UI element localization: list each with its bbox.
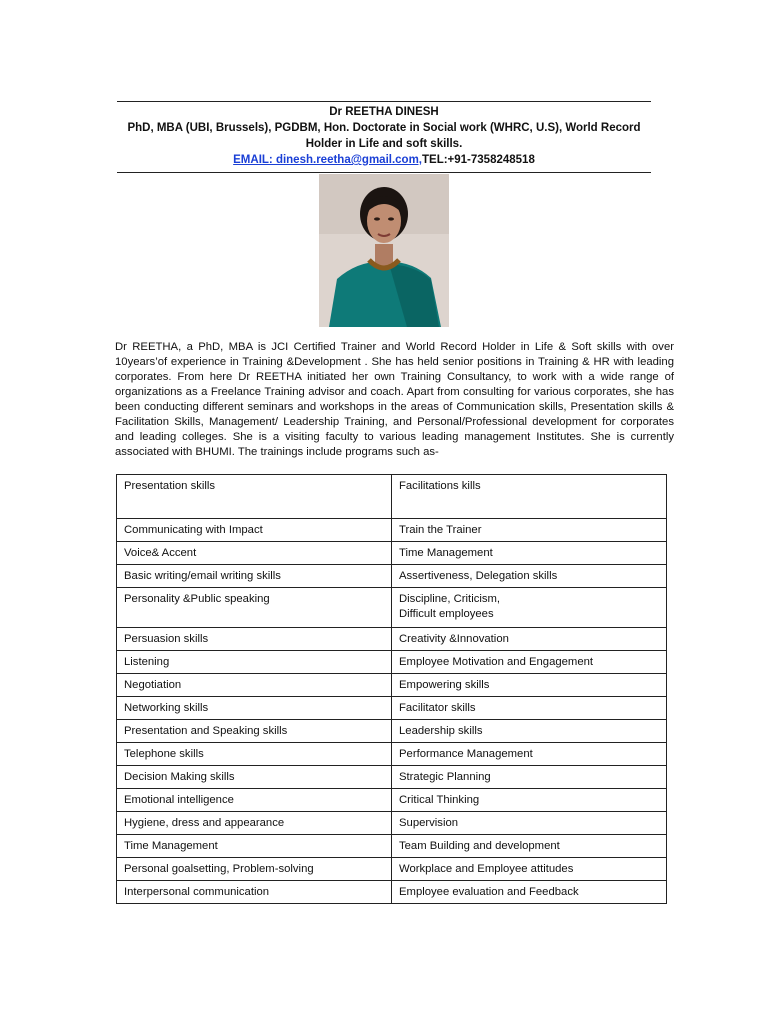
table-cell: Employee Motivation and Engagement [392,651,667,674]
table-cell: Personality &Public speaking [117,588,392,628]
table-cell: Networking skills [117,697,392,720]
table-cell: Telephone skills [117,743,392,766]
table-cell: Creativity &Innovation [392,628,667,651]
profile-photo [319,174,449,327]
table-row [117,720,667,743]
candidate-name: Dr REETHA DINESH [329,106,439,118]
table-cell: Strategic Planning [392,766,667,789]
table-cell: Facilitations kills [392,475,667,519]
table-row [117,835,667,858]
table-cell: Critical Thinking [392,789,667,812]
table-cell: Persuasion skills [117,628,392,651]
phone-number: TEL:+91-7358248518 [422,154,535,166]
table-row [117,519,667,542]
table-cell: Negotiation [117,674,392,697]
table-cell: Emotional intelligence [117,789,392,812]
table-row [117,743,667,766]
table-cell: Facilitator skills [392,697,667,720]
table-cell: Decision Making skills [117,766,392,789]
qualifications: PhD, MBA (UBI, Brussels), PGDBM, Hon. Doctorate in Social work (WHRC, U.S), World Record Holder in Life and soft skills. [127,122,641,150]
table-cell: Empowering skills [392,674,667,697]
table-cell: Leadership skills [392,720,667,743]
table-row [117,674,667,697]
table-cell: Employee evaluation and Feedback [392,881,667,904]
table-cell: Supervision [392,812,667,835]
table-cell: Workplace and Employee attitudes [392,858,667,881]
table-row [117,697,667,720]
cell-line: Discipline, Criticism, [399,593,501,605]
skills-table [116,474,667,904]
table-row [117,628,667,651]
table-cell: Train the Trainer [392,519,667,542]
table-cell: Basic writing/email writing skills [117,565,392,588]
table-cell: Listening [117,651,392,674]
cell-line: Difficult employees [399,608,494,620]
table-row [117,588,667,628]
portrait-illustration [319,174,449,327]
table-cell: Time Management [117,835,392,858]
table-cell: Team Building and development [392,835,667,858]
table-row [117,812,667,835]
table-cell: Hygiene, dress and appearance [117,812,392,835]
email-link[interactable]: EMAIL: dinesh.reetha@gmail.com, [233,154,422,166]
table-cell: Performance Management [392,743,667,766]
table-cell: Voice& Accent [117,542,392,565]
table-cell [392,588,667,628]
resume-header [110,104,658,168]
top-divider [117,101,651,102]
table-cell: Communicating with Impact [117,519,392,542]
table-row [117,542,667,565]
bio-paragraph: Dr REETHA, a PhD, MBA is JCI Certified Trainer and World Record Holder in Life & Soft skills with over 10years’of experience in Training &Development . She has held senior positions in Training & HR with leading corporates. From here Dr REETHA initiated her own Training Consultancy, to work with a wide range of organizations as a Freelance Training advisor and coach. Apart from consulting for various corporates, she has been conducting different seminars and workshops in the areas of Communication skills, Presentation skills & Facilitation Skills, Management/ Leadership Training, and Personal/Professional development for corporates and leading colleges. She is a visiting faculty to various leading management Institutes. She is currently associated with BHUMI. The trainings include programs such as- [115,341,674,458]
bottom-divider [117,172,651,173]
table-row [117,789,667,812]
table-row [117,766,667,789]
table-cell: Time Management [392,542,667,565]
table-cell: Interpersonal communication [117,881,392,904]
table-row [117,475,667,519]
table-row [117,651,667,674]
contact-line [110,152,658,168]
table-row [117,858,667,881]
table-row [117,881,667,904]
table-cell: Presentation skills [117,475,392,519]
table-cell: Personal goalsetting, Problem-solving [117,858,392,881]
table-cell: Presentation and Speaking skills [117,720,392,743]
table-cell: Assertiveness, Delegation skills [392,565,667,588]
table-row [117,565,667,588]
